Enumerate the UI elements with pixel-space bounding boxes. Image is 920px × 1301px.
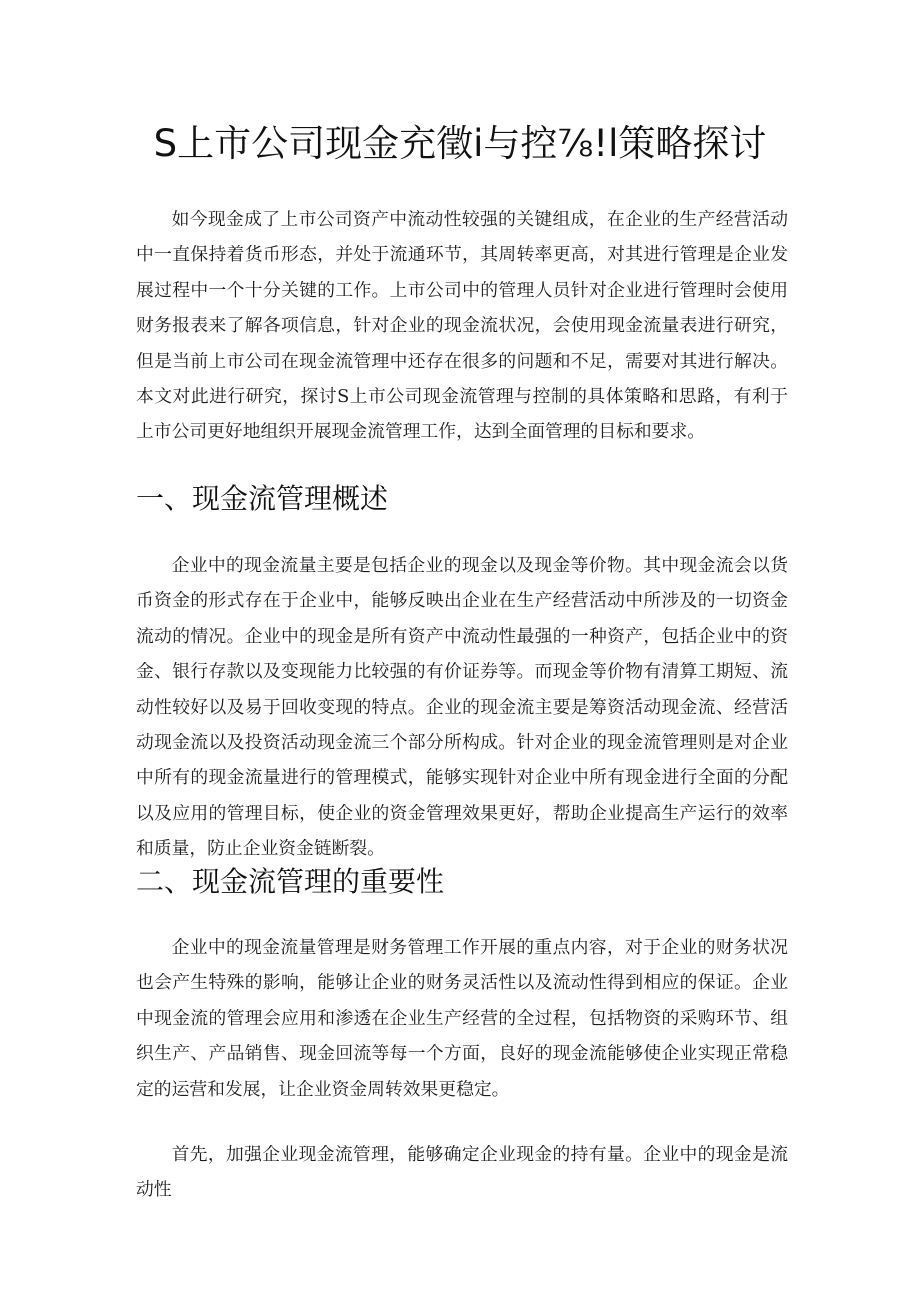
- section-paragraph-importance: 企业中的现金流量管理是财务管理工作开展的重点内容，对于企业的财务状况也会产生特殊的影响，能够让企业的财务灵活性以及流动性得到相应的保证。企业中现金流的管理会应用和渗透在企业生产经营的全过程，包括物资的采购环节、组织生产、产品销售、现金回流等每一个方面，良好的现金流能够使企业实现正常稳定的运营和发展，让企业资金周转效果更稳定。: [136, 937, 788, 1100]
- section-paragraph-overview: 企业中的现金流量主要是包括企业的现金以及现金等价物。其中现金流会以货币资金的形式存在于企业中，能够反映出企业在生产经营活动中所涉及的一切资金流动的情况。企业中的现金是所有资产中流动性最强的一种资产，包括企业中的资金、银行存款以及变现能力比较强的有价证券等。而现金等价物有清算工期短、流动性较好以及易于回收变现的特点。企业的现金流主要是筹资活动现金流、经营活动现金流以及投资活动现金流三个部分所构成。针对企业的现金流管理则是对企业中所有的现金流量进行的管理模式，能够实现针对企业中所有现金进行全面的分配以及应用的管理目标，使企业的资金管理效果更好，帮助企业提高生产运行的效率和质量，防止企业资金链断裂。: [136, 555, 788, 860]
- section-heading-overview: 一、现金流管理概述: [136, 482, 389, 515]
- document-title: S上市公司现金充徵i与控⅞!l策略探讨: [153, 122, 767, 165]
- intro-paragraph: 如今现金成了上市公司资产中流动性较强的关键组成，在企业的生产经营活动中一直保持着货币形态，并处于流通环节，其周转率更高，对其进行管理是企业发展过程中一个十分关键的工作。上市公司中的管理人员针对企业进行管理时会使用财务报表来了解各项信息，针对企业的现金流状况，会使用现金流量表进行研究，但是当前上市公司在现金流管理中还存在很多的问题和不足，需要对其进行解决。本文对此进行研究，探讨S上市公司现金流管理与控制的具体策略和思路，有利于上市公司更好地组织开展现金流管理工作，达到全面管理的目标和要求。: [136, 209, 788, 443]
- section-heading-importance: 二、现金流管理的重要性: [136, 865, 445, 898]
- section-paragraph-first-point: 首先，加强企业现金流管理，能够确定企业现金的持有量。企业中的现金是流动性: [136, 1144, 788, 1201]
